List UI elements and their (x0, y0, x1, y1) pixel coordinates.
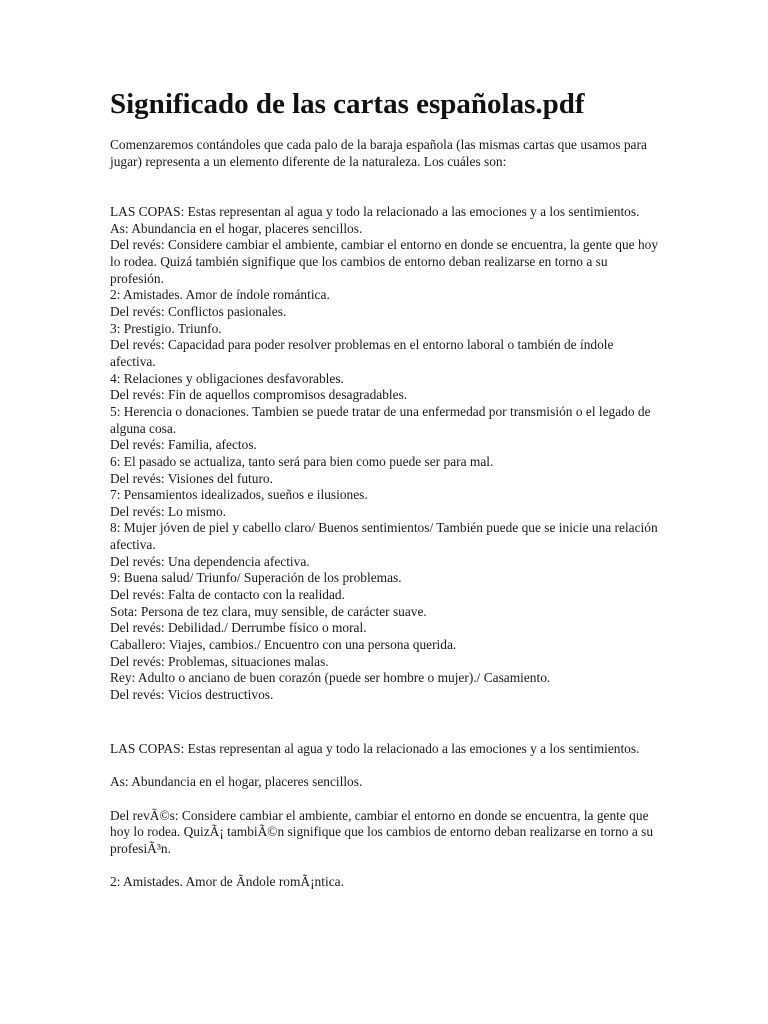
intro-paragraph: Comenzaremos contándoles que cada palo de la baraja española (las mismas cartas que usamos para jugar) representa a un elemento diferente de la naturaleza. Los cuáles son: (110, 137, 647, 169)
list-line: Del revés: Visiones del futuro. (110, 470, 273, 486)
list-line: Del revés: Debilidad./ Derrumbe físico o moral. (110, 620, 367, 636)
list-line: 8: Mujer jóven de piel y cabello claro/ Buenos sentimientos/ También puede que se inicie una relación afectiva. (110, 520, 658, 553)
repeated-section (110, 741, 662, 907)
list-line: Rey: Adulto o anciano de buen corazón (puede ser hombre o mujer)./ Casamiento. (110, 670, 551, 686)
list-line: 3: Prestigio. Triunfo. (110, 320, 222, 336)
list-line: Del revés: Fin de aquellos compromisos desagradables. (110, 387, 408, 403)
list-line: 9: Buena salud/ Triunfo/ Superación de los problemas. (110, 570, 402, 586)
list-line: LAS COPAS: Estas representan al agua y todo la relacionado a las emociones y a los sentimientos. (110, 204, 640, 219)
list-line: 7: Pensamientos idealizados, sueños e ilusiones. (110, 487, 368, 503)
list-line: Del revés: Problemas, situaciones malas. (110, 653, 329, 669)
list-line: Del revés: Capacidad para poder resolver problemas en el entorno laboral o también de índole afectiva. (110, 337, 614, 369)
document-title: Significado de las cartas españolas.pdf (110, 88, 585, 120)
repeat-paragraph: Del revÃ©s: Considere cambiar el ambiente, cambiar el entorno en donde se encuentra, la gente que hoy lo rodea. QuizÃ¡ tambiÃ©n signifique que los cambios de entorno deban realizarse en torno a su profesiÃ³n. (110, 807, 654, 856)
repeat-paragraph: As: Abundancia en el hogar, placeres sencillos. (110, 774, 363, 790)
list-line: Sota: Persona de tez clara, muy sensible, de carácter suave. (110, 603, 427, 619)
list-line: Del revés: Conflictos pasionales. (110, 303, 287, 319)
list-line: Del revés: Familia, afectos. (110, 437, 257, 453)
list-line: 2: Amistades. Amor de índole romántica. (110, 287, 330, 303)
list-line: Del revés: Vicios destructivos. (110, 687, 274, 703)
repeat-paragraph: 2: Amistades. Amor de Ãndole romÃ¡ntica. (110, 874, 344, 890)
card-meanings-list (110, 204, 662, 704)
list-line: Del revés: Lo mismo. (110, 503, 227, 519)
list-line: Caballero: Viajes, cambios./ Encuentro con una persona querida. (110, 637, 457, 653)
repeat-paragraph: LAS COPAS: Estas representan al agua y todo la relacionado a las emociones y a los sentimientos. (110, 741, 640, 756)
list-line: 6: El pasado se actualiza, tanto será para bien como puede ser para mal. (110, 453, 494, 469)
list-line: As: Abundancia en el hogar, placeres sencillos. (110, 220, 363, 236)
list-line: 4: Relaciones y obligaciones desfavorables. (110, 370, 344, 386)
list-line: Del revés: Falta de contacto con la realidad. (110, 587, 345, 603)
list-line: 5: Herencia o donaciones. Tambien se puede tratar de una enfermedad por transmisión o el legado de alguna cosa. (110, 403, 651, 436)
list-line: Del revés: Una dependencia afectiva. (110, 553, 310, 569)
list-line: Del revés: Considere cambiar el ambiente, cambiar el entorno en donde se encuentra, la gente que hoy lo rodea. Quizá también signifique que los cambios de entorno deban realizarse en torno a su profesión. (110, 237, 659, 286)
